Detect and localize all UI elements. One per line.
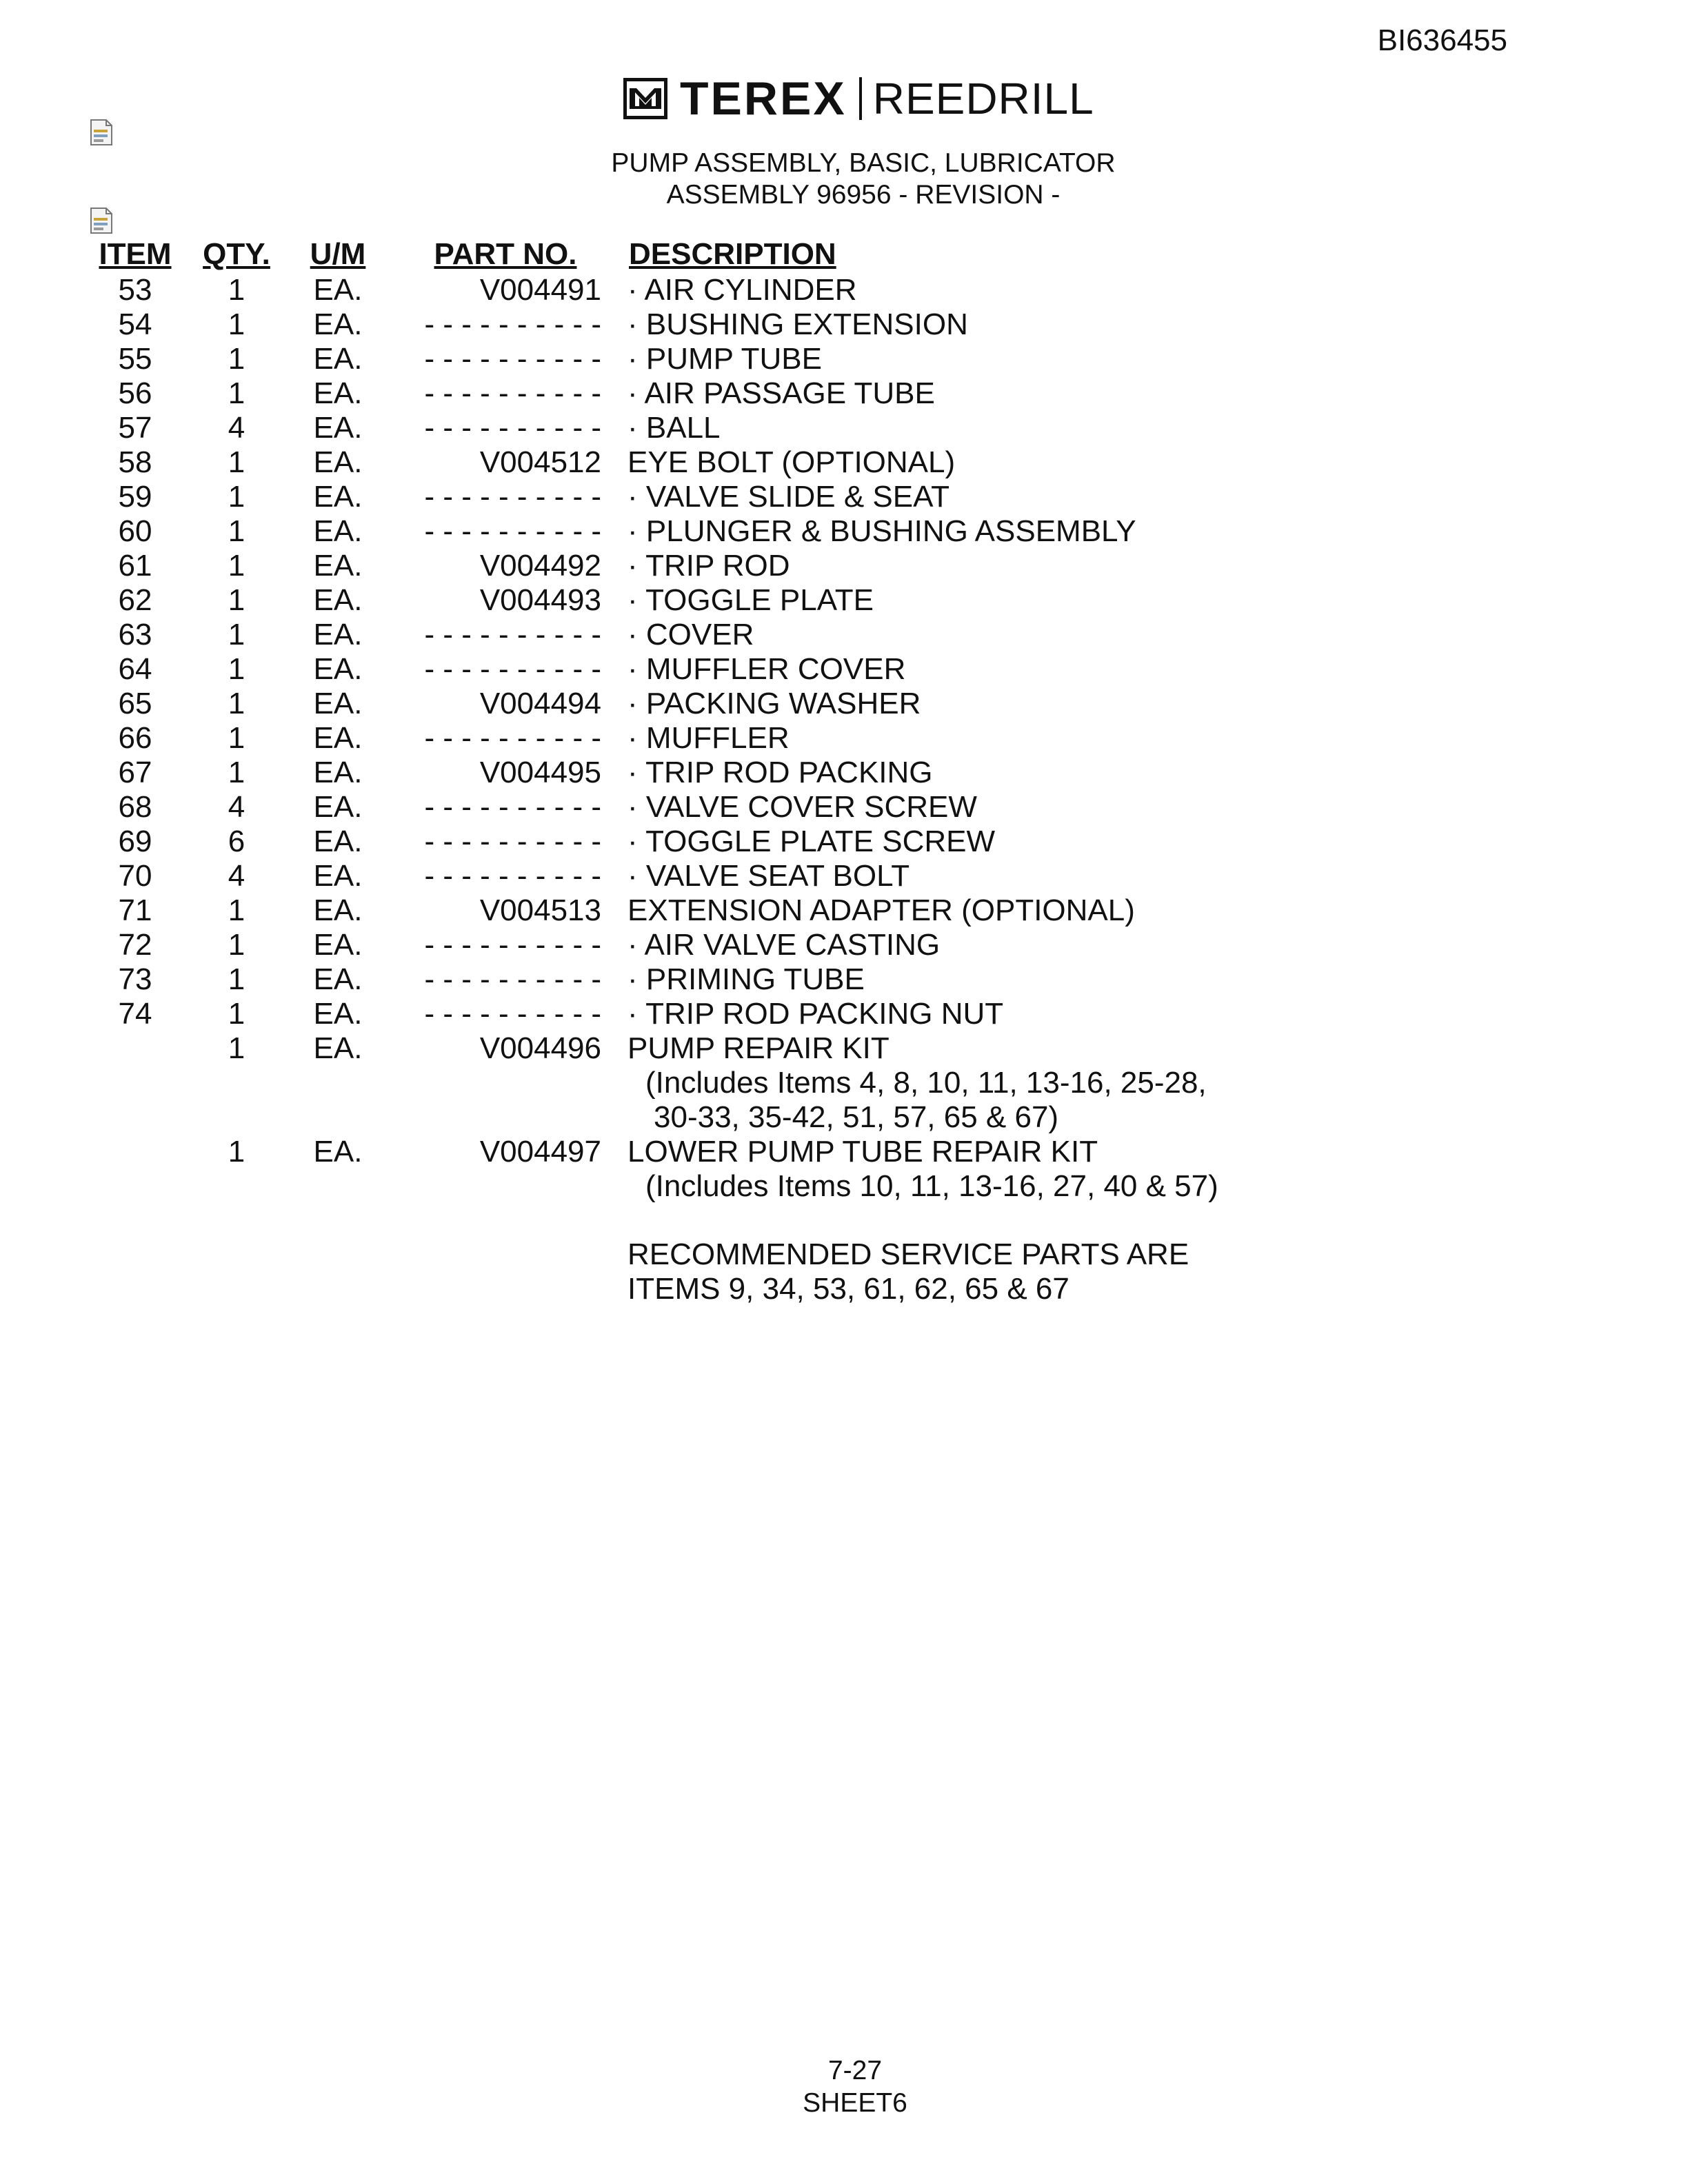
header-description: DESCRIPTION: [629, 237, 836, 271]
item-cell: 61: [118, 549, 152, 583]
um-cell: EA.: [313, 618, 363, 651]
um-cell: EA.: [313, 480, 363, 514]
um-cell: EA.: [313, 928, 363, 962]
um-cell: EA.: [313, 307, 363, 341]
qty-cell: 1: [228, 445, 245, 479]
part-no-cell: V004493: [479, 583, 601, 617]
part-no-cell: - - - - - - - - - -: [424, 962, 601, 996]
item-cell: 69: [118, 825, 152, 858]
part-no-cell: V004492: [479, 549, 601, 583]
um-cell: EA.: [313, 411, 363, 445]
kit-note-row: [91, 1169, 1218, 1204]
qty-cell: 1: [228, 273, 245, 307]
item-cell: 62: [118, 583, 152, 617]
um-cell: EA.: [313, 514, 363, 548]
table-header-row: [91, 236, 1218, 273]
description-cell: · AIR VALVE CASTING: [627, 928, 941, 962]
table-row: [91, 411, 1218, 445]
um-cell: EA.: [313, 376, 363, 410]
um-cell: EA.: [313, 825, 363, 858]
description-cell: · VALVE SEAT BOLT: [627, 859, 910, 893]
um-cell: EA.: [313, 549, 363, 583]
qty-cell: 1: [228, 756, 245, 789]
description-cell: · BALL: [627, 411, 721, 445]
recommended-parts-line-2: ITEMS 9, 34, 53, 61, 62, 65 & 67: [627, 1272, 1069, 1306]
table-row: [91, 307, 1218, 342]
sheet-label: SHEET6: [803, 2088, 907, 2118]
recommended-parts-line-1: RECOMMENDED SERVICE PARTS ARE: [627, 1237, 1189, 1271]
kit-note: (Includes Items 10, 11, 13-16, 27, 40 & 57): [645, 1169, 1218, 1203]
table-row: [91, 721, 1218, 756]
qty-cell: 1: [228, 307, 245, 341]
document-title: [0, 148, 1688, 211]
part-no-cell: - - - - - - - - - -: [424, 790, 601, 824]
page-footer: [0, 2054, 1688, 2119]
description-cell: · VALVE SLIDE & SEAT: [627, 480, 950, 514]
table-row: [91, 514, 1218, 549]
part-no-cell: V004491: [479, 273, 601, 307]
table-row: [91, 893, 1218, 928]
part-no-cell: - - - - - - - - - -: [424, 514, 601, 548]
kit-note: 30-33, 35-42, 51, 57, 65 & 67): [654, 1100, 1059, 1134]
qty-cell: 1: [228, 1135, 245, 1169]
item-cell: 71: [118, 893, 152, 927]
part-no-cell: V004494: [479, 687, 601, 720]
qty-cell: 1: [228, 721, 245, 755]
part-no-cell: - - - - - - - - - -: [424, 618, 601, 651]
table-row: [91, 997, 1218, 1031]
part-no-cell: - - - - - - - - - -: [424, 307, 601, 341]
item-cell: 56: [118, 376, 152, 410]
um-cell: EA.: [313, 342, 363, 376]
um-cell: EA.: [313, 273, 363, 307]
table-row: [91, 342, 1218, 376]
item-cell: 54: [118, 307, 152, 341]
description-cell: · COVER: [627, 618, 754, 651]
description-cell: · AIR CYLINDER: [627, 273, 857, 307]
terex-reedrill-logo: [623, 74, 1094, 123]
item-cell: 66: [118, 721, 152, 755]
page-number: 7-27: [827, 2056, 883, 2085]
logo-product-text: REEDRILL: [872, 74, 1094, 123]
description-cell: · PUMP TUBE: [627, 342, 822, 376]
logo-divider: [859, 77, 862, 120]
embedded-document-icon[interactable]: [90, 207, 113, 234]
item-cell: 60: [118, 514, 152, 548]
table-row: [91, 273, 1218, 307]
table-row: [91, 583, 1218, 618]
kit-row: [91, 1135, 1218, 1169]
qty-cell: 1: [228, 376, 245, 410]
qty-cell: 4: [228, 859, 245, 893]
qty-cell: 1: [228, 480, 245, 514]
um-cell: EA.: [313, 721, 363, 755]
embedded-document-icon[interactable]: [90, 119, 113, 146]
um-cell: EA.: [313, 445, 363, 479]
table-row: [91, 962, 1218, 997]
description-cell: LOWER PUMP TUBE REPAIR KIT: [627, 1135, 1098, 1169]
table-row: [91, 618, 1218, 652]
title-line-1: PUMP ASSEMBLY, BASIC, LUBRICATOR: [611, 148, 1116, 178]
qty-cell: 1: [228, 549, 245, 583]
qty-cell: 1: [228, 997, 245, 1031]
table-row: [91, 549, 1218, 583]
table-row: [91, 480, 1218, 514]
item-cell: 57: [118, 411, 152, 445]
item-cell: 64: [118, 652, 152, 686]
item-cell: 72: [118, 928, 152, 962]
description-cell: EYE BOLT (OPTIONAL): [627, 445, 956, 479]
description-cell: EXTENSION ADAPTER (OPTIONAL): [627, 893, 1135, 927]
logo-brand-text: TEREX: [680, 72, 847, 125]
item-cell: 65: [118, 687, 152, 720]
um-cell: EA.: [313, 859, 363, 893]
table-row: [91, 859, 1218, 893]
document-id: BI636455: [1377, 23, 1507, 57]
um-cell: EA.: [313, 583, 363, 617]
table-row: [91, 376, 1218, 411]
table-row: [91, 825, 1218, 859]
parts-table: [91, 236, 1218, 1306]
recommended-row: [91, 1272, 1218, 1306]
part-no-cell: - - - - - - - - - -: [424, 411, 601, 445]
header-item: ITEM: [99, 237, 172, 271]
item-cell: 67: [118, 756, 152, 789]
kit-note-row: [91, 1066, 1218, 1100]
um-cell: EA.: [313, 1031, 363, 1065]
header-part-no: PART NO.: [434, 237, 577, 271]
description-cell: · PACKING WASHER: [627, 687, 921, 720]
description-cell: · PLUNGER & BUSHING ASSEMBLY: [627, 514, 1136, 548]
title-line-2: ASSEMBLY 96956 - REVISION -: [666, 180, 1061, 210]
description-cell: · MUFFLER: [627, 721, 790, 755]
um-cell: EA.: [313, 652, 363, 686]
um-cell: EA.: [313, 962, 363, 996]
header-qty: QTY.: [203, 237, 270, 271]
qty-cell: 1: [228, 893, 245, 927]
qty-cell: 1: [228, 962, 245, 996]
recommended-row: [91, 1237, 1218, 1272]
part-no-cell: - - - - - - - - - -: [424, 376, 601, 410]
um-cell: EA.: [313, 893, 363, 927]
description-cell: · TRIP ROD PACKING NUT: [627, 997, 1004, 1031]
qty-cell: 1: [228, 687, 245, 720]
part-no-cell: - - - - - - - - - -: [424, 825, 601, 858]
part-no-cell: - - - - - - - - - -: [424, 342, 601, 376]
description-cell: · PRIMING TUBE: [627, 962, 865, 996]
qty-cell: 1: [228, 1031, 245, 1065]
terex-emblem-icon: [623, 78, 667, 119]
um-cell: EA.: [313, 687, 363, 720]
part-no-cell: V004495: [479, 756, 601, 789]
kit-note: (Includes Items 4, 8, 10, 11, 13-16, 25-28,: [645, 1066, 1207, 1100]
kit-row: [91, 1031, 1218, 1066]
qty-cell: 1: [228, 342, 245, 376]
item-cell: 55: [118, 342, 152, 376]
um-cell: EA.: [313, 790, 363, 824]
qty-cell: 1: [228, 652, 245, 686]
part-no-cell: - - - - - - - - - -: [424, 721, 601, 755]
part-no-cell: - - - - - - - - - -: [424, 859, 601, 893]
table-row: [91, 756, 1218, 790]
table-row: [91, 652, 1218, 687]
description-cell: · VALVE COVER SCREW: [627, 790, 977, 824]
part-no-cell: - - - - - - - - - -: [424, 480, 601, 514]
part-no-cell: V004512: [479, 445, 601, 479]
kit-note-row: [91, 1100, 1218, 1135]
part-no-cell: - - - - - - - - - -: [424, 997, 601, 1031]
qty-cell: 4: [228, 411, 245, 445]
item-cell: 63: [118, 618, 152, 651]
description-cell: · MUFFLER COVER: [627, 652, 906, 686]
description-cell: · BUSHING EXTENSION: [627, 307, 968, 341]
um-cell: EA.: [313, 1135, 363, 1169]
item-cell: 53: [118, 273, 152, 307]
qty-cell: 1: [228, 928, 245, 962]
description-cell: · TOGGLE PLATE SCREW: [627, 825, 996, 858]
description-cell: · TRIP ROD: [627, 549, 790, 583]
description-cell: PUMP REPAIR KIT: [627, 1031, 890, 1065]
part-no-cell: V004497: [479, 1135, 601, 1169]
part-no-cell: - - - - - - - - - -: [424, 652, 601, 686]
spacer-row: [91, 1204, 1218, 1237]
item-cell: 58: [118, 445, 152, 479]
table-row: [91, 445, 1218, 480]
qty-cell: 1: [228, 514, 245, 548]
qty-cell: 1: [228, 618, 245, 651]
part-no-cell: V004513: [479, 893, 601, 927]
qty-cell: 4: [228, 790, 245, 824]
table-row: [91, 687, 1218, 721]
description-cell: · AIR PASSAGE TUBE: [627, 376, 935, 410]
header-um: U/M: [310, 237, 366, 271]
qty-cell: 6: [228, 825, 245, 858]
item-cell: 70: [118, 859, 152, 893]
item-cell: 68: [118, 790, 152, 824]
item-cell: 59: [118, 480, 152, 514]
part-no-cell: - - - - - - - - - -: [424, 928, 601, 962]
table-row: [91, 928, 1218, 962]
um-cell: EA.: [313, 997, 363, 1031]
item-cell: 74: [118, 997, 152, 1031]
qty-cell: 1: [228, 583, 245, 617]
description-cell: · TRIP ROD PACKING: [627, 756, 933, 789]
um-cell: EA.: [313, 756, 363, 789]
description-cell: · TOGGLE PLATE: [627, 583, 874, 617]
part-no-cell: V004496: [479, 1031, 601, 1065]
item-cell: 73: [118, 962, 152, 996]
table-row: [91, 790, 1218, 825]
